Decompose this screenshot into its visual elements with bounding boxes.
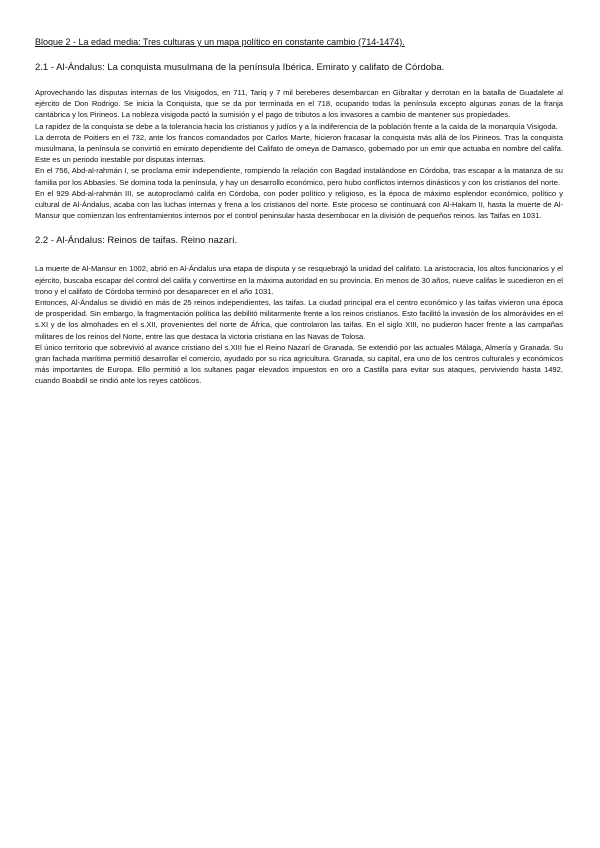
paragraph: Entonces, Al-Ándalus se dividió en más de 25 reinos independientes, las taifas. La ciudad principal era el centro económico y las taifas vivieron una época de prosperidad. Sin embargo, la fragmentación política las debilitó militarmente frente a los reinos cristianos. Esto facilitó la invasión de los almorávides en el s.XI y de los almohades en el s.XII, provenientes del norte de África, que controlaron las taifas. En el siglo XIII, no pudieron hacer frente a las campañas militares de los reinos del Norte, entre las que destaca la victoria cristiana en las Navas de Tolosa. (35, 298, 563, 341)
paragraph: El único territorio que sobrevivió al avance cristiano del s.XIII fue el Reino Nazarí de Granada. Se extendió por las actuales Málaga, Almería y Granada. Su gran fachada marítima permitió desarrollar el comercio, ayudado por su rica agricultura. Granada, su capital, era uno de los centros culturales y económicos más importantes de Europa. Ello permitió a los sultanes pagar elevados impuestos en oro a Castilla para evitar sus ataques, perviviendo hasta 1492, cuando Boabdil se rindió ante los reyes católicos. (35, 342, 563, 386)
document-page (35, 36, 563, 401)
section-title: 2.2 - Al-Ándalus: Reinos de taifas. Reino nazarí. (35, 235, 238, 247)
section-2-1 (35, 62, 563, 221)
section-title: 2.1 - Al-Ándalus: La conquista musulmana de la península Ibérica. Emirato y califato de Córdoba. (35, 62, 445, 73)
paragraph: Aprovechando las disputas internas de los Visigodos, en 711, Tariq y 7 mil bereberes desembarcan en Gibraltar y derrotan en la batalla de Guadalete al ejército de Don Rodrigo. Se inicia la Conquista, que se da por terminada en el 718, ocupando todas la península excepto algunas zonas de la franja cantábrica y los Pirineos. La nobleza visigoda pactó la sumisión y el pago de tributos a los invasores a cambio de mantener sus propiedades. (35, 88, 563, 120)
paragraph: La derrota de Poitiers en el 732, ante los francos comandados por Carlos Marte, hicieron fracasar la conquista más allá de los Pirineos. Tras la conquista musulmana, la península se convirtió en emirato dependiente del Califato de omeya de Damasco, gobernado por un emir que actuaba en nombre del califa. Este es un periodo inestable por disputas internas. (35, 132, 563, 165)
paragraph: En el 929 Abd-al-rahmán III, se autoproclamó califa en Córdoba, con poder político y religioso, es la época de máximo esplendor económico, político y cultural de Al-Ándalus, acaba con las luchas internas y frena a los cristianos del norte. Este proceso se continuará con Al-Hakam II, hasta la muerte de Al-Mansur que comienzan los enfrentamientos internos por el control peninsular hasta desembocar en la división de pequeños reinos. las Taifas en 1031. (35, 188, 563, 221)
paragraph: La rapidez de la conquista se debe a la tolerancia hacia los cristianos y judíos y a la indiferencia de la población frente a la caída de la monarquía Visigoda. (35, 121, 558, 131)
paragraph: En el 756, Abd-al-rahmán I, se proclama emir independiente, rompiendo la relación con Bagdad instalándose en Córdoba, tras escapar a la matanza de su familia por los Abbasíes. Se domina toda la península, y hay un desarrollo económico, pero hubo conflictos internos dinásticos y con los cristianos del norte. (35, 166, 563, 187)
paragraph: La muerte de Al-Mansur en 1002, abrió en Al-Ándalus una etapa de disputa y se resquebrajó la unidad del califato. La aristocracia, los altos funcionarios y el ejército, buscaba escapar del control del califa y convertirse en la máxima autoridad en su provincia. En menos de 30 años, nueve califas le sucedieron en el trono y el califato de Córdoba terminó por desaparecer en el año 1031. (35, 264, 563, 296)
section-2-2 (35, 235, 563, 386)
block-title: Bloque 2 - La edad media: Tres culturas y un mapa político en constante cambio (714-1474). (35, 37, 405, 47)
